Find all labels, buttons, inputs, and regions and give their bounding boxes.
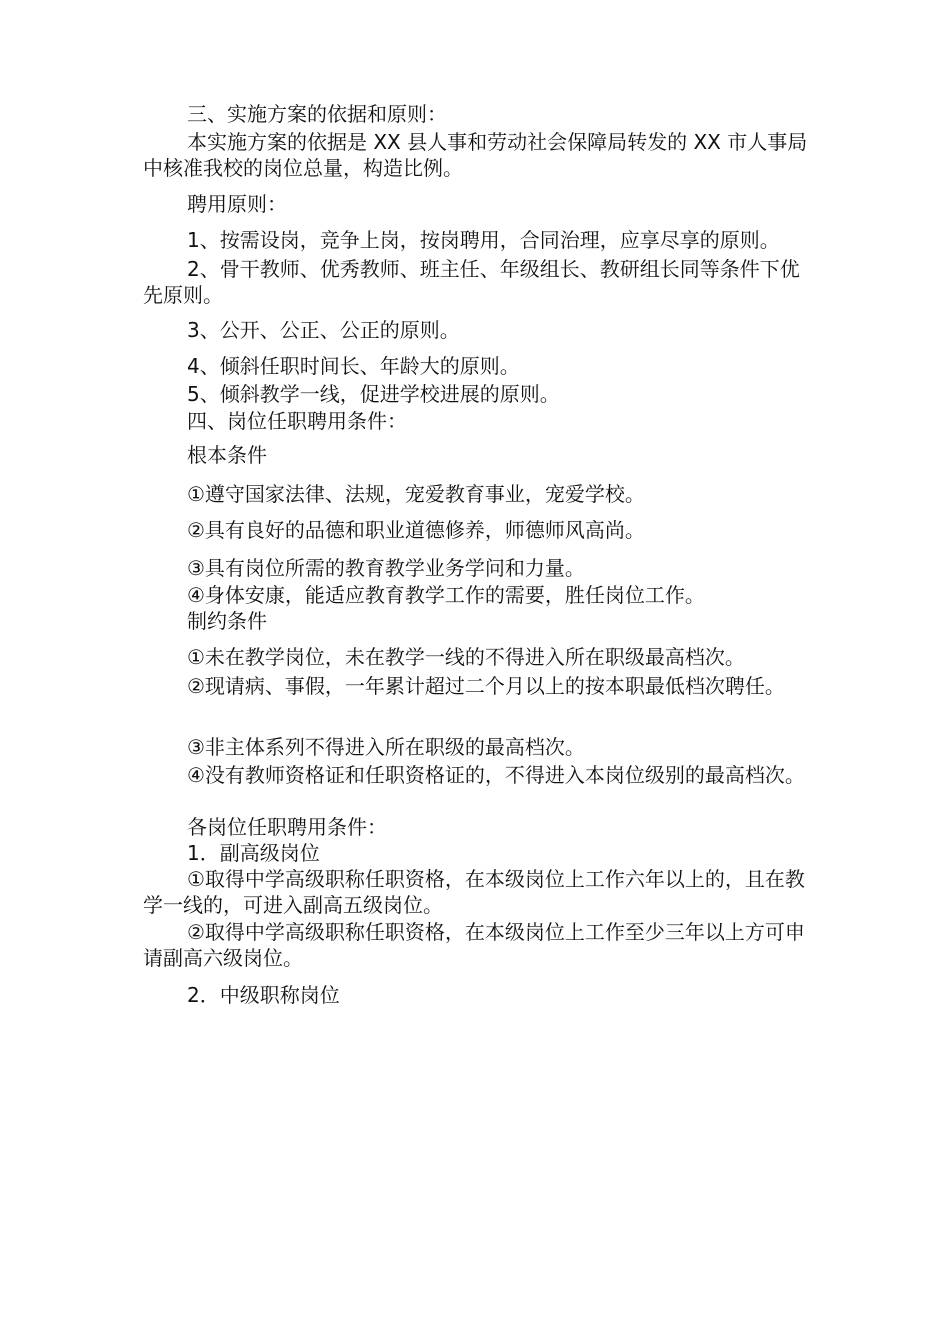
basic-condition-4: ④身体安康，能适应教育教学工作的需要，胜任岗位工作。 — [187, 583, 705, 607]
subheading-restrictive-conditions: 制约条件 — [187, 609, 267, 633]
restrictive-condition-1: ①未在教学岗位，未在教学一线的不得进入所在职级最高档次。 — [187, 645, 745, 669]
section-heading-3: 三、实施方案的依据和原则： — [187, 102, 447, 126]
subheading-position-conditions: 各岗位任职聘用条件： — [187, 815, 387, 839]
restrictive-condition-2: ②现请病、事假，一年累计超过二个月以上的按本职最低档次聘任。 — [187, 674, 785, 698]
principle-2: 2、骨干教师、优秀教师、班主任、年级组长、教研组长同等条件下优先原则。 — [143, 257, 800, 307]
position-1-condition-2: ②取得中学高级职称任职资格，在本级岗位上工作至少三年以上方可申请副高六级岗位。 — [143, 920, 805, 970]
principle-4: 4、倾斜任职时间长、年龄大的原则。 — [187, 354, 520, 378]
basic-condition-2: ②具有良好的品德和职业道德修养，师德师风高尚。 — [187, 518, 645, 542]
position-item-2: 2．中级职称岗位 — [187, 983, 340, 1007]
position-item-1: 1．副高级岗位 — [187, 841, 320, 865]
basic-condition-3: ③具有岗位所需的教育教学业务学问和力量。 — [187, 556, 585, 580]
section-heading-4: 四、岗位任职聘用条件： — [187, 409, 407, 433]
basic-condition-1: ①遵守国家法律、法规，宠爱教育事业，宠爱学校。 — [187, 482, 645, 506]
restrictive-condition-4: ④没有教师资格证和任职资格证的，不得进入本岗位级别的最高档次。 — [187, 763, 805, 787]
subheading-hiring-principles: 聘用原则： — [187, 192, 287, 216]
position-1-condition-1: ①取得中学高级职称任职资格，在本级岗位上工作六年以上的，且在教学一线的，可进入副高五级岗位。 — [143, 867, 805, 917]
restrictive-condition-3: ③非主体系列不得进入所在职级的最高档次。 — [187, 735, 585, 759]
paragraph-basis: 本实施方案的依据是 XX 县人事和劳动社会保障局转发的 XX 市人事局中核准我校的岗位总量，构造比例。 — [143, 130, 808, 180]
subheading-basic-conditions: 根本条件 — [187, 443, 267, 467]
principle-5: 5、倾斜教学一线，促进学校进展的原则。 — [187, 382, 560, 406]
principle-1: 1、按需设岗，竞争上岗，按岗聘用，合同治理，应享尽享的原则。 — [187, 228, 780, 252]
principle-3: 3、公开、公正、公正的原则。 — [187, 318, 460, 342]
